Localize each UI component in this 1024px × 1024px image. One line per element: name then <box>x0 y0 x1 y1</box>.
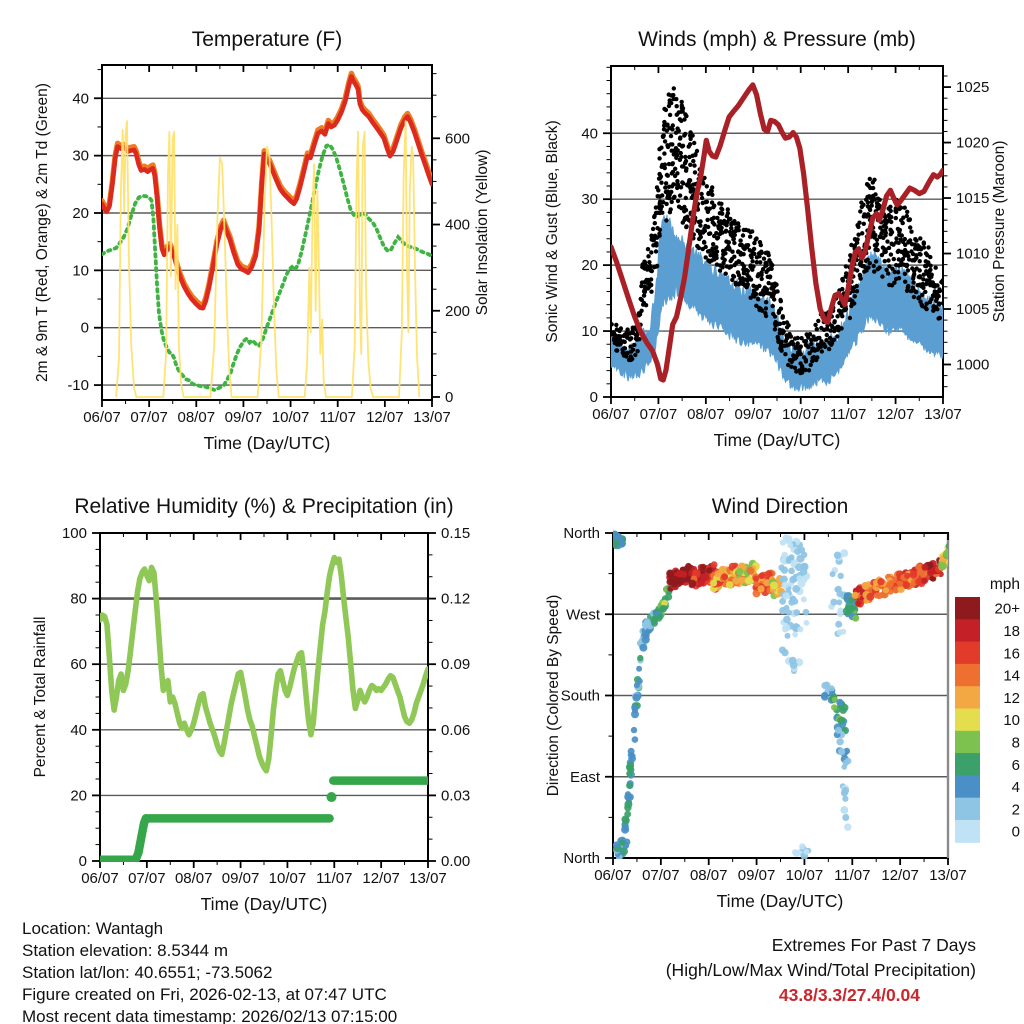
y-axis-title: Direction (Colored By Speed) <box>545 594 562 797</box>
y-tick-label: 20 <box>70 787 87 805</box>
x-tick-label: 08/07 <box>689 867 728 884</box>
y-tick-label: 80 <box>70 590 87 608</box>
y-tick-label: 40 <box>581 125 598 143</box>
colorbar-label: 18 <box>1003 622 1020 640</box>
y-tick-label: 0 <box>80 319 89 337</box>
colorbar-swatch <box>955 820 980 843</box>
figure-created: Figure created on Fri, 2026-02-13, at 07:47 UTC <box>22 985 387 1004</box>
y-tick-label: 0 <box>78 853 87 870</box>
x-tick-label: 09/07 <box>221 870 260 887</box>
y2-tick-label: 0.15 <box>441 525 471 542</box>
y2-tick-label: 1015 <box>956 190 990 208</box>
colorbar-label: 8 <box>1011 734 1020 752</box>
y2-tick-label: 1000 <box>956 356 990 374</box>
station-latlon: Station lat/lon: 40.6551; -73.5062 <box>22 963 273 982</box>
colorbar-swatch <box>955 686 980 709</box>
x-tick-label: 06/07 <box>81 870 119 887</box>
x-tick-label: 12/07 <box>366 409 404 426</box>
y-tick-label: South <box>560 687 600 705</box>
y-tick-label: 30 <box>72 147 89 165</box>
x-tick-label: 13/07 <box>413 409 451 426</box>
x-tick-label: 09/07 <box>734 406 773 423</box>
colorbar-label: 4 <box>1011 779 1020 797</box>
x-tick-label: 08/07 <box>177 409 216 426</box>
temperature-series <box>102 73 432 397</box>
colorbar-swatch <box>955 798 980 821</box>
x-tick-label: 11/07 <box>829 406 867 423</box>
extremes-values: 43.8/3.3/27.4/0.04 <box>778 985 920 1005</box>
x-tick-label: 07/07 <box>128 870 166 887</box>
y2-tick-label: 1010 <box>956 245 990 263</box>
extremes-title: Extremes For Past 7 Days <box>771 935 976 955</box>
y-tick-label: West <box>566 606 600 624</box>
y-tick-label: 60 <box>70 656 87 674</box>
x-tick-label: 06/07 <box>594 867 632 884</box>
wind-series <box>608 85 945 392</box>
y2-tick-label: 400 <box>445 216 471 234</box>
y-tick-label: 20 <box>581 257 598 275</box>
y2-tick-label: 1005 <box>956 301 990 319</box>
y-tick-label: North <box>563 525 600 542</box>
temperature-panel <box>34 28 491 453</box>
x-tick-label: 10/07 <box>781 406 820 423</box>
wind-direction-panel <box>545 495 967 911</box>
colorbar-label: 2 <box>1011 801 1020 819</box>
extremes-subtitle: (High/Low/Max Wind/Total Precipitation) <box>665 960 976 980</box>
dewpoint-series <box>102 145 432 391</box>
speed-colorbar <box>955 576 1020 843</box>
temp-2m-series <box>102 77 432 309</box>
y2-tick-label: 0.12 <box>441 590 471 608</box>
y2-axis-title: Solar Insolation (Yellow) <box>474 149 491 316</box>
precip-outlier-dot <box>326 792 336 802</box>
y2-tick-label: 0 <box>445 388 454 406</box>
panel-title: Winds (mph) & Pressure (mb) <box>638 28 916 51</box>
colorbar-label: 20+ <box>994 600 1020 618</box>
x-tick-label: 07/07 <box>642 867 680 884</box>
station-location: Location: Wantagh <box>22 919 164 938</box>
x-tick-label: 12/07 <box>362 870 400 887</box>
x-tick-label: 08/07 <box>687 406 725 423</box>
y-axis-title: 2m & 9m T (Red, Orange) & 2m Td (Green) <box>34 83 51 382</box>
y-tick-label: 100 <box>61 525 87 542</box>
colorbar-swatch <box>955 731 980 754</box>
colorbar-swatch <box>955 775 980 798</box>
y-tick-label: 0 <box>589 389 598 406</box>
axis-ticks <box>94 65 440 407</box>
x-axis-title: Time (Day/UTC) <box>203 433 331 453</box>
y2-tick-label: 0.00 <box>441 853 471 870</box>
y2-tick-label: 0.09 <box>441 656 471 674</box>
colorbar-label: 14 <box>1003 667 1020 685</box>
colorbar-label: 16 <box>1003 645 1020 663</box>
x-axis-title: Time (Day/UTC) <box>200 894 328 914</box>
sonic-wind-band <box>611 215 943 392</box>
precip-step-series <box>136 818 146 859</box>
colorbar-label: 10 <box>1003 712 1020 730</box>
colorbar-label: 12 <box>1003 689 1020 707</box>
humidity-precip-panel <box>32 495 470 914</box>
x-tick-label: 10/07 <box>271 409 310 426</box>
colorbar-title: mph <box>989 576 1020 593</box>
colorbar-swatch <box>955 642 980 665</box>
x-tick-label: 11/07 <box>834 867 871 884</box>
colorbar-swatch <box>955 619 980 642</box>
y-tick-label: 30 <box>581 191 598 209</box>
colorbar-label: 0 <box>1011 823 1020 841</box>
y-tick-label: 40 <box>70 721 87 739</box>
x-tick-label: 11/07 <box>316 870 353 887</box>
y2-tick-label: 1025 <box>956 79 990 97</box>
y2-axis-title: Station Pressure (Maroon) <box>991 140 1008 323</box>
plot-frame <box>102 65 432 400</box>
y2-tick-label: 0.06 <box>441 721 471 739</box>
colorbar-label: 6 <box>1011 756 1020 774</box>
station-info <box>22 918 397 1024</box>
y-axis-title: Sonic Wind & Gust (Blue, Black) <box>544 120 561 343</box>
y-tick-label: 20 <box>72 204 89 222</box>
colorbar-swatch <box>955 597 980 620</box>
x-tick-label: 10/07 <box>785 867 824 884</box>
x-tick-label: 08/07 <box>174 870 213 887</box>
station-elevation: Station elevation: 8.5344 m <box>22 941 229 960</box>
panel-title: Relative Humidity (%) & Precipitation (in) <box>74 495 454 518</box>
x-axis-title: Time (Day/UTC) <box>713 430 841 450</box>
y2-tick-label: 600 <box>445 130 471 148</box>
panel-title: Wind Direction <box>711 495 849 518</box>
x-tick-label: 09/07 <box>737 867 776 884</box>
x-tick-label: 07/07 <box>130 409 168 426</box>
x-axis-title: Time (Day/UTC) <box>716 891 844 911</box>
y-tick-label: North <box>563 850 600 867</box>
x-tick-label: 12/07 <box>876 406 915 423</box>
y-tick-label: -10 <box>67 377 89 395</box>
y-axis-title: Percent & Total Rainfall <box>32 616 49 778</box>
y-tick-label: 10 <box>72 262 89 280</box>
humidity-series <box>100 558 428 860</box>
gridlines <box>613 614 948 777</box>
x-tick-label: 11/07 <box>319 409 356 426</box>
colorbar-swatch <box>955 664 980 687</box>
x-tick-label: 13/07 <box>924 406 962 423</box>
x-tick-label: 06/07 <box>83 409 121 426</box>
y2-tick-label: 1020 <box>956 134 990 152</box>
latest-timestamp: Most recent data timestamp: 2026/02/13 07:15:00 <box>22 1007 398 1024</box>
x-tick-label: 12/07 <box>881 867 919 884</box>
extremes-summary <box>560 933 976 1008</box>
x-tick-label: 07/07 <box>639 406 678 423</box>
winds-pressure-panel <box>544 28 1008 450</box>
panel-title: Temperature (F) <box>191 28 343 51</box>
colorbar-swatch <box>955 709 980 732</box>
x-tick-label: 09/07 <box>224 409 263 426</box>
x-tick-label: 13/07 <box>409 870 447 887</box>
x-tick-label: 10/07 <box>268 870 307 887</box>
y2-tick-label: 0.03 <box>441 787 471 805</box>
x-tick-label: 06/07 <box>592 406 630 423</box>
y2-tick-label: 200 <box>445 302 471 320</box>
y-tick-label: 40 <box>72 90 89 108</box>
y-tick-label: 10 <box>581 323 598 341</box>
y-tick-label: East <box>569 768 600 786</box>
colorbar-swatch <box>955 753 980 776</box>
x-tick-label: 13/07 <box>929 867 967 884</box>
